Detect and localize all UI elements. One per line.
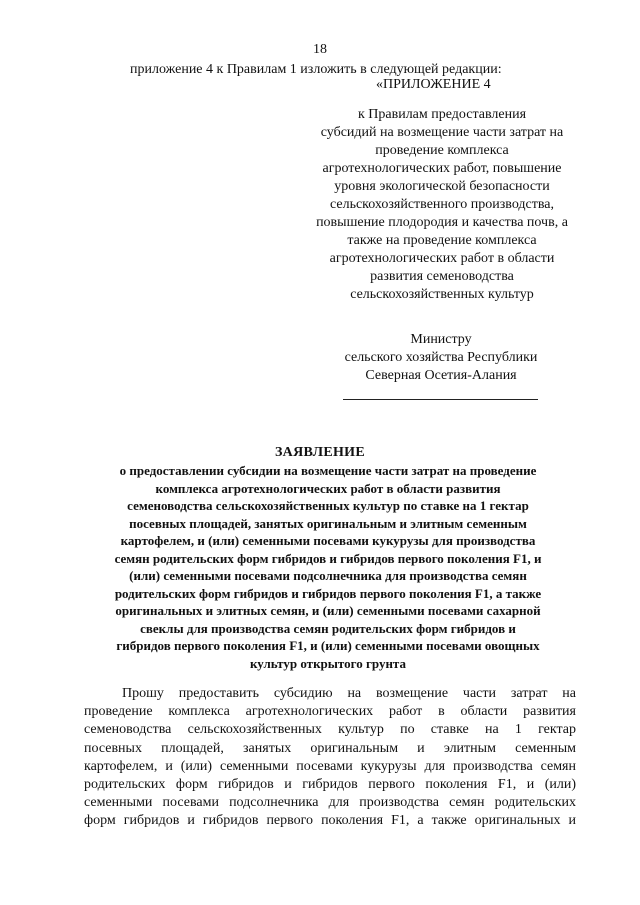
body-line: картофелем, и (или) семенными посевами кукурузы для производства семян [84,758,576,774]
subtitle-line: о предоставлении субсидии на возмещение части затрат на проведение [119,463,537,478]
body-line: семеноводства сельскохозяйственных культур по ставке на 1 гектар [84,722,576,738]
applicant-blank-line [343,399,538,400]
addressee-line: сельского хозяйства Республики [344,350,538,365]
appendix-line: сельскохозяйственного производства, [329,197,555,212]
subtitle-line: гибридов первого поколения F1, и (или) семенными посевами овощных [116,638,540,653]
subtitle-line: семян родительских форм гибридов и гибридов первого поколения F1, и [114,550,542,566]
body-line: проведение комплекса агротехнологических работ в области развития [84,704,576,720]
intro-line: приложение 4 к Правилам 1 изложить в следующей редакции: [130,62,502,77]
subtitle-line: семеноводства сельскохозяйственных культур по ставке на 1 гектар [127,498,529,513]
appendix-line: проведение комплекса [375,143,509,158]
page-number: 18 [313,42,327,57]
subtitle-line: родительских форм гибридов и гибридов первого поколения F1, а также [114,585,542,601]
subtitle-line: картофелем, и (или) семенными посевами кукурузы для производства [120,533,536,548]
subtitle-line: посевных площадей, занятых оригинальным и элитным семенным [129,515,527,531]
appendix-line: агротехнологических работ в области [329,251,555,266]
document-subtitle [78,462,578,672]
appendix-line: также на проведение комплекса [347,233,537,248]
addressee-block [316,331,566,385]
appendix-line: агротехнологических работ, повышение [322,161,562,176]
appendix-line: уровня экологической безопасности [334,179,550,194]
appendix-line: сельскохозяйственных культур [350,287,534,302]
addressee-line: Министру [410,332,472,347]
subtitle-line: комплекса агротехнологических работ в области развития [155,480,501,496]
body-line: форм гибридов и гибридов первого поколения F1, а также оригинальных и [84,813,576,829]
body-paragraph [84,685,576,831]
subtitle-line: (или) семенными посевами подсолнечника для производства семян [129,568,527,583]
appendix-line: субсидий на возмещение части затрат на [320,125,564,140]
subtitle-line: культур открытого грунта [250,655,406,671]
body-line: посевных площадей, занятых оригинальным и элитным семенным [84,740,576,756]
appendix-line: к Правилам предоставления [357,107,527,122]
appendix-heading-block [296,106,588,304]
appendix-title: «ПРИЛОЖЕНИЕ 4 [376,77,491,92]
body-line: семенными посевами подсолнечника для производства семян родительских [84,795,576,811]
addressee-line: Северная Осетия-Алания [365,368,517,383]
subtitle-line: свеклы для производства семян родительских форм гибридов и [140,620,516,636]
appendix-line: развития семеноводства [370,269,514,284]
body-line: Прошу предоставить субсидию на возмещение части затрат на [122,686,576,701]
subtitle-line: оригинальных и элитных семян, и (или) семенными посевами сахарной [115,603,541,618]
body-line: родительских форм гибридов и гибридов первого поколения F1, и (или) [84,777,576,793]
document-title: ЗАЯВЛЕНИЕ [274,445,365,460]
appendix-line: повышение плодородия и качества почв, а [316,215,568,230]
